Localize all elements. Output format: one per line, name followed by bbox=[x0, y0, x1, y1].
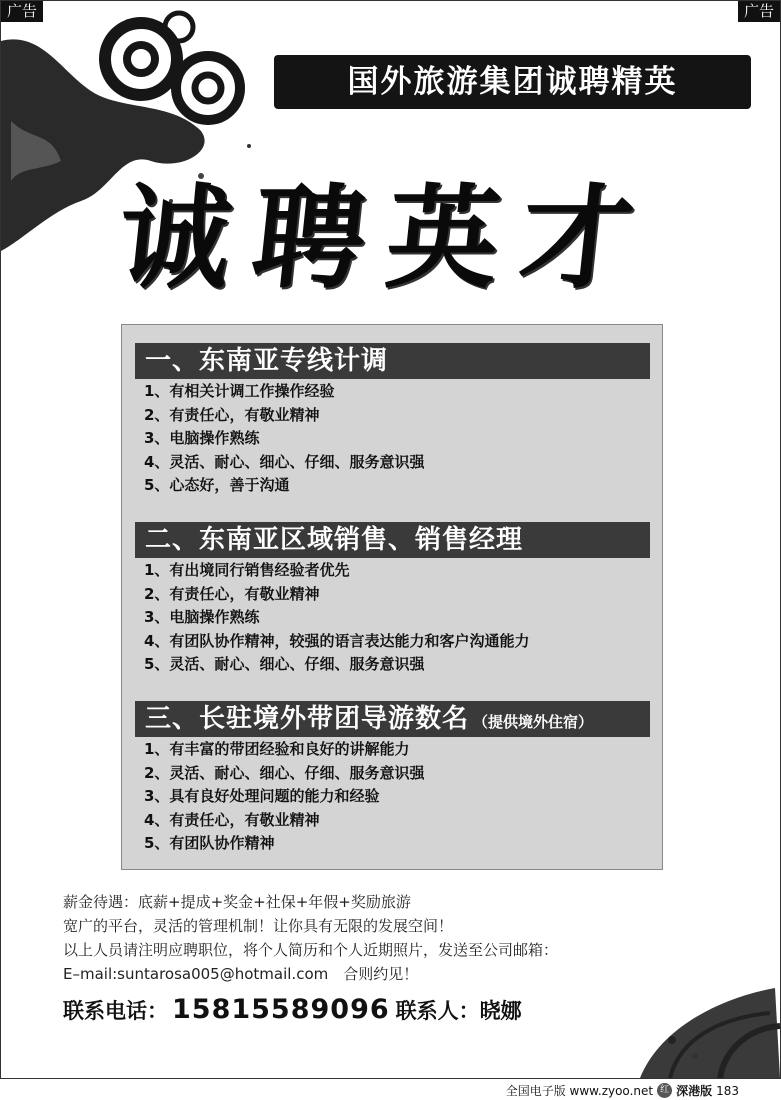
phone-label: 联系电话： bbox=[63, 999, 168, 1023]
list-item: 3、电脑操作熟练 bbox=[144, 429, 260, 447]
section-header bbox=[135, 701, 650, 737]
list-item: 3、电脑操作熟练 bbox=[144, 608, 260, 626]
list-item: 1、有相关计调工作操作经验 bbox=[144, 382, 335, 400]
salary-line: 薪金待遇：底薪+提成+奖金+社保+年假+奖励旅游 bbox=[63, 893, 411, 911]
section-note: （提供境外住宿） bbox=[473, 713, 594, 731]
requirement-list bbox=[144, 380, 424, 498]
contact-line bbox=[63, 994, 522, 1025]
ad-label-right: 广告 bbox=[738, 1, 780, 22]
list-item: 4、有团队协作精神，较强的语言表达能力和客户沟通能力 bbox=[144, 631, 530, 650]
section-title: 三、长驻境外带团导游数名 bbox=[145, 704, 470, 734]
phone-number: 15815589096 bbox=[172, 994, 390, 1025]
list-item: 2、灵活、耐心、细心、仔细、服务意识强 bbox=[144, 763, 425, 782]
list-item: 1、有出境同行销售经验者优先 bbox=[144, 561, 350, 579]
apply-instruction-line: 以上人员请注明应聘职位，将个人简历和个人近期照片，发送至公司邮箱： bbox=[63, 941, 559, 959]
page-number: 183 bbox=[716, 1083, 739, 1098]
requirement-list bbox=[144, 559, 529, 677]
edition-text: 全国电子版 www.zyoo.net bbox=[505, 1084, 654, 1098]
benefits-text bbox=[63, 890, 558, 986]
list-item: 1、有丰富的带团经验和良好的讲解能力 bbox=[144, 740, 410, 758]
positions-panel bbox=[121, 324, 663, 870]
contact-person: 联系人：晓娜 bbox=[395, 999, 522, 1023]
section-header bbox=[135, 343, 650, 379]
swirl-decoration bbox=[600, 928, 780, 1078]
recruit-banner: 国外旅游集团诚聘精英 bbox=[274, 55, 751, 109]
section-title: 一、东南亚专线计调 bbox=[145, 346, 389, 376]
page-footer bbox=[0, 1081, 781, 1100]
list-item: 2、有责任心，有敬业精神 bbox=[144, 584, 320, 603]
platform-line: 宽广的平台，灵活的管理机制！让你具有无限的发展空间！ bbox=[63, 917, 454, 935]
email-line: E–mail:suntarosa005@hotmail.com 合则约见！ bbox=[63, 965, 419, 983]
ad-label-left: 广告 bbox=[1, 1, 43, 22]
list-item: 5、心态好，善于沟通 bbox=[144, 476, 290, 494]
section-header bbox=[135, 522, 650, 558]
list-item: 3、具有良好处理问题的能力和经验 bbox=[144, 787, 380, 805]
badge-icon: 红 bbox=[657, 1083, 672, 1098]
requirement-list bbox=[144, 738, 424, 856]
list-item: 5、有团队协作精神 bbox=[144, 834, 275, 852]
section-title: 二、东南亚区域销售、销售经理 bbox=[145, 525, 524, 555]
calligraphy-headline: 诚聘英才 bbox=[112, 173, 662, 304]
list-item: 4、灵活、耐心、细心、仔细、服务意识强 bbox=[144, 452, 425, 471]
list-item: 5、灵活、耐心、细心、仔细、服务意识强 bbox=[144, 655, 425, 673]
list-item: 4、有责任心，有敬业精神 bbox=[144, 810, 320, 829]
list-item: 2、有责任心，有敬业精神 bbox=[144, 405, 320, 424]
region-edition: 深港版 bbox=[676, 1084, 713, 1098]
